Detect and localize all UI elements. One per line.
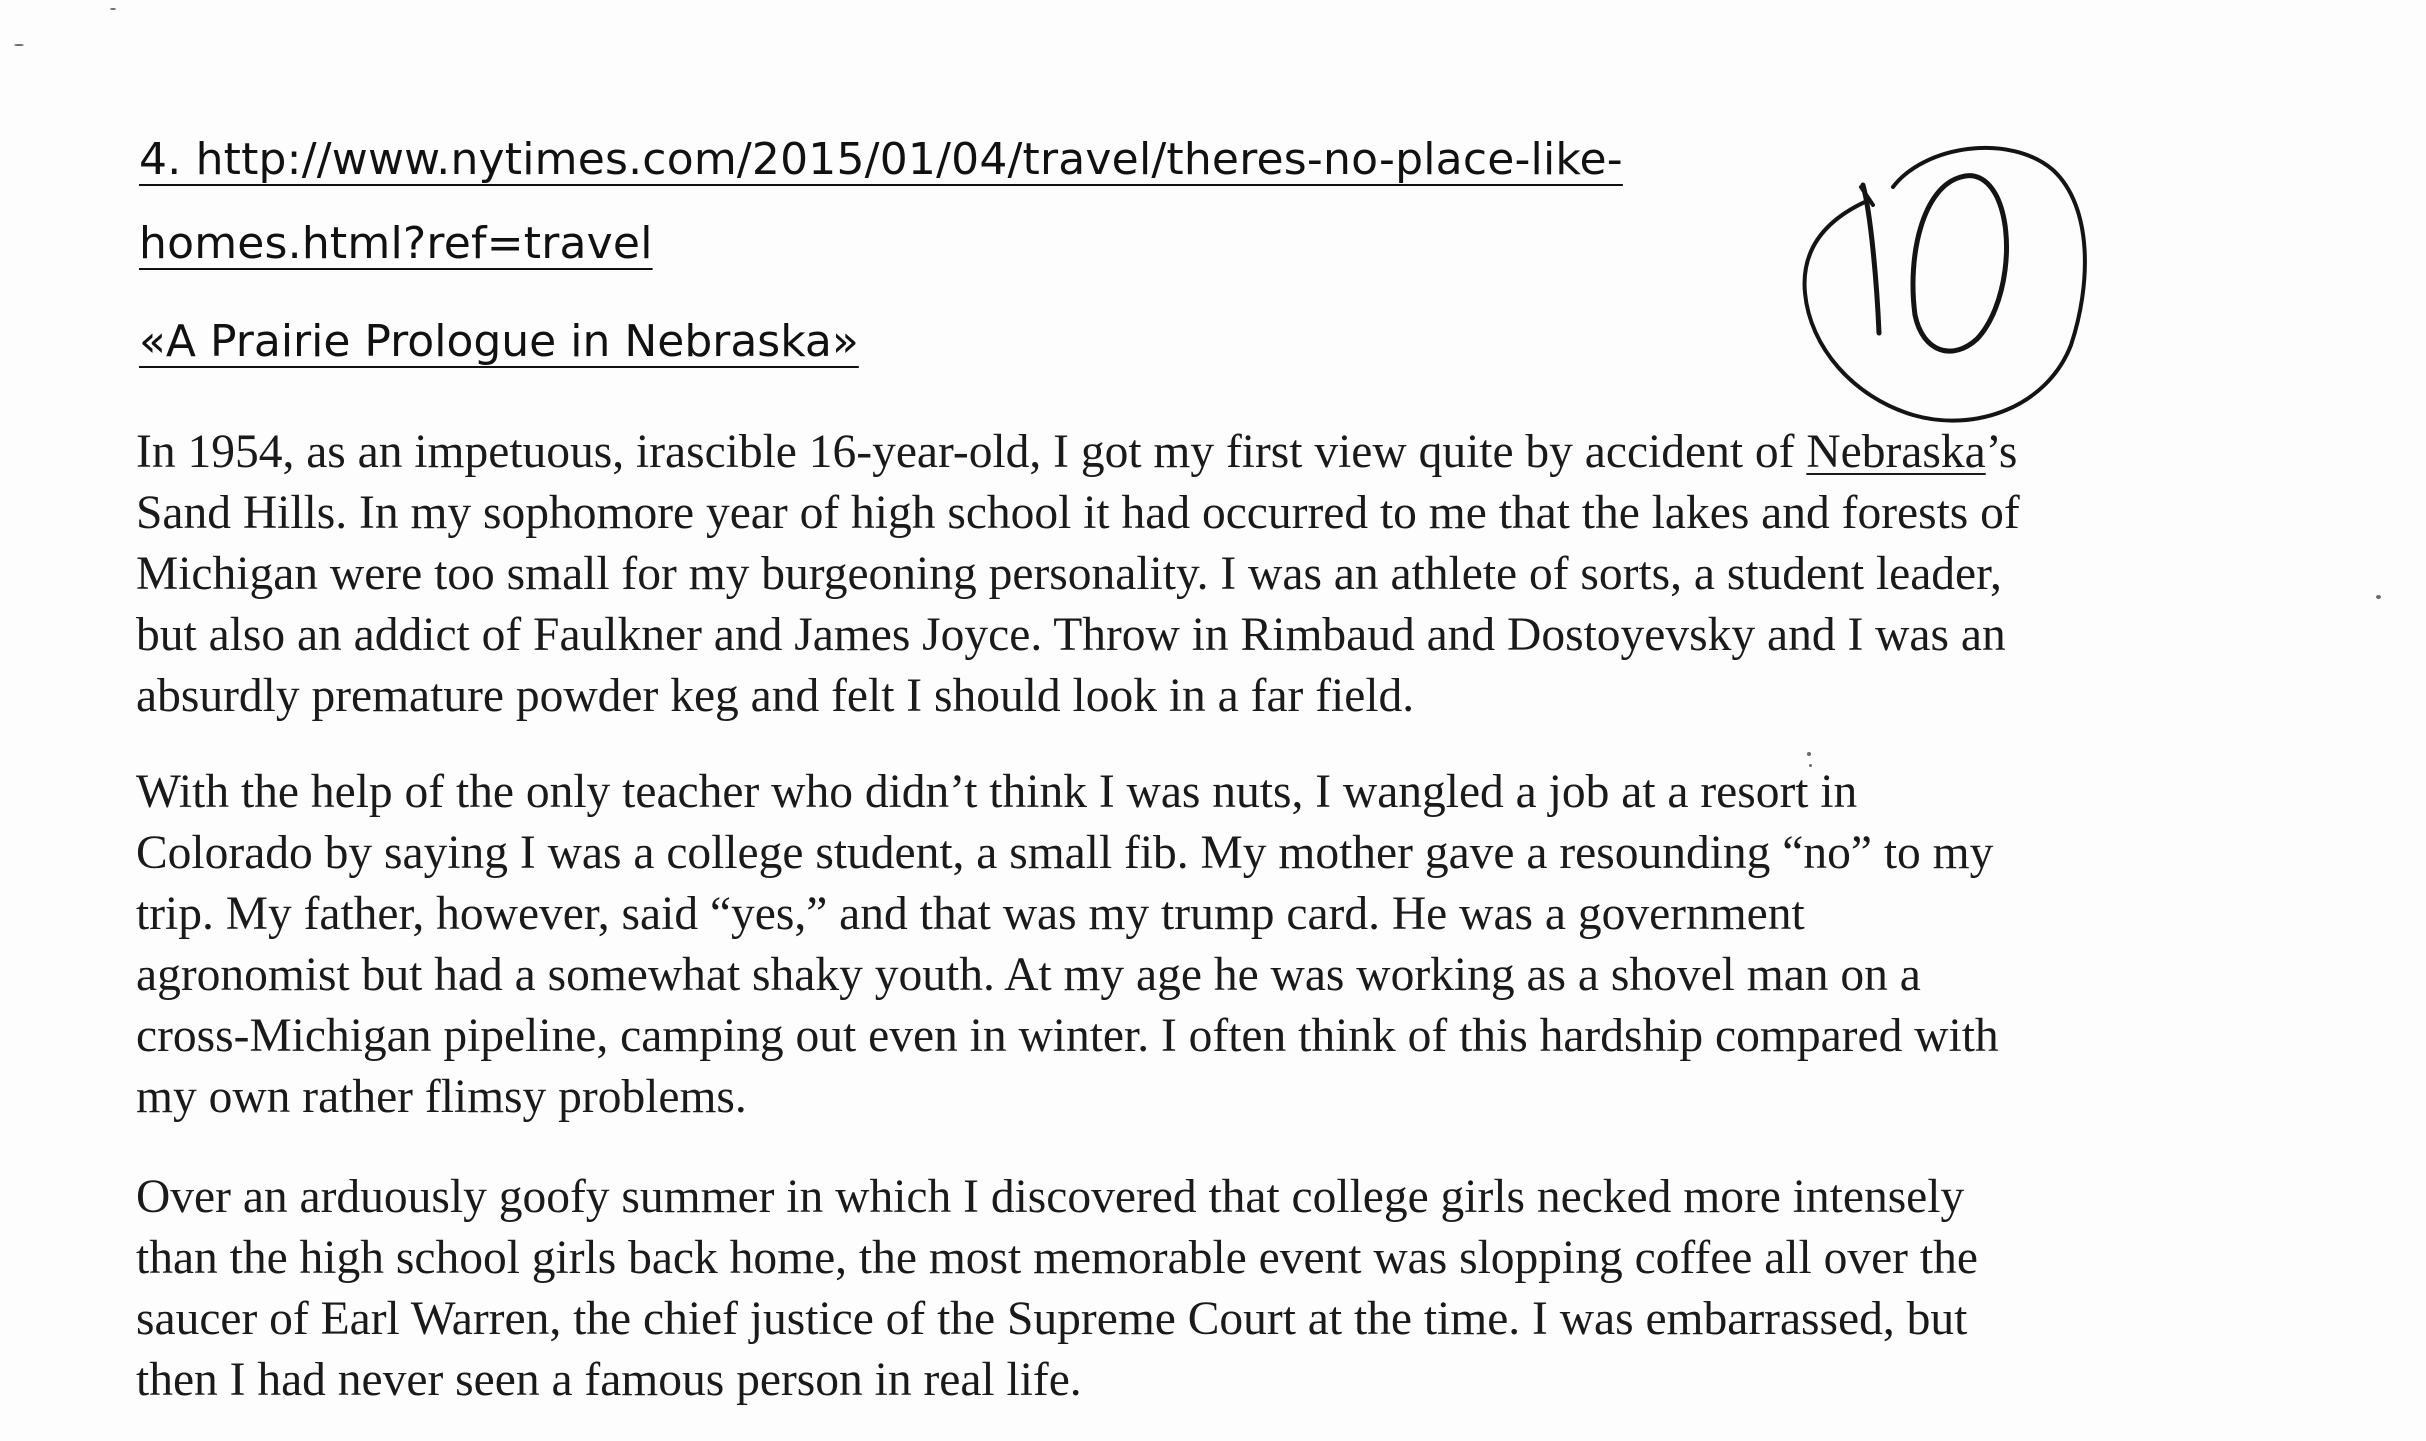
paragraph-line: Colorado by saying I was a college student, a small fib. My mother gave a resounding “no” to my xyxy=(136,827,1994,879)
paragraph-3 xyxy=(136,1167,2386,1411)
paragraph-2 xyxy=(136,762,2386,1128)
paragraph-line: saucer of Earl Warren, the chief justice of the Supreme Court at the time. I was embarrassed, but xyxy=(136,1293,1968,1345)
paragraph-line: Michigan were too small for my burgeoning personality. I was an athlete of sorts, a student leader, xyxy=(136,548,2002,600)
scan-speck xyxy=(110,8,116,10)
paragraph-line xyxy=(136,422,2386,483)
paragraph-line: cross-Michigan pipeline, camping out even in winter. I often think of this hardship compared with xyxy=(136,1010,1999,1062)
nebraska-link[interactable]: Nebraska xyxy=(1806,426,1986,478)
article-title: «A Prairie Prologue in Nebraska» xyxy=(139,316,859,367)
source-url-line-2: homes.html?ref=travel xyxy=(139,218,653,269)
paragraph-line: absurdly premature powder keg and felt I should look in a far field. xyxy=(136,670,1415,722)
handwritten-grade-circle xyxy=(1775,115,2095,435)
paragraph-line: With the help of the only teacher who didn’t think I was nuts, I wangled a job at a resort in xyxy=(136,766,1858,818)
grade-text: 10 xyxy=(1775,115,1776,116)
paragraph-line: Over an arduously goofy summer in which I discovered that college girls necked more intensely xyxy=(136,1171,1965,1223)
text-run: ’s xyxy=(1985,426,2018,478)
text-run: In 1954, as an impetuous, irascible 16-year-old, I got my first view quite by accident of xyxy=(136,426,1807,478)
source-url[interactable] xyxy=(139,118,1839,286)
paragraph-line: than the high school girls back home, the most memorable event was slopping coffee all over the xyxy=(136,1232,1978,1284)
paragraph-line: trip. My father, however, said “yes,” and that was my trump card. He was a government xyxy=(136,888,1805,940)
paragraph-line: Sand Hills. In my sophomore year of high school it had occurred to me that the lakes and forests of xyxy=(136,487,2020,539)
paragraph-line: then I had never seen a famous person in real life. xyxy=(136,1354,1082,1406)
paragraph-line: my own rather flimsy problems. xyxy=(136,1071,747,1123)
scan-speck xyxy=(1807,752,1811,756)
paragraph-1 xyxy=(136,422,2386,727)
paragraph-line: but also an addict of Faulkner and James Joyce. Throw in Rimbaud and Dostoyevsky and I was an xyxy=(136,609,2006,661)
paragraph-line: agronomist but had a somewhat shaky youth. At my age he was working as a shovel man on a xyxy=(136,949,1921,1001)
source-url-line-1: 4. http://www.nytimes.com/2015/01/04/travel/theres-no-place-like- xyxy=(139,134,1623,185)
scan-speck xyxy=(14,44,24,46)
